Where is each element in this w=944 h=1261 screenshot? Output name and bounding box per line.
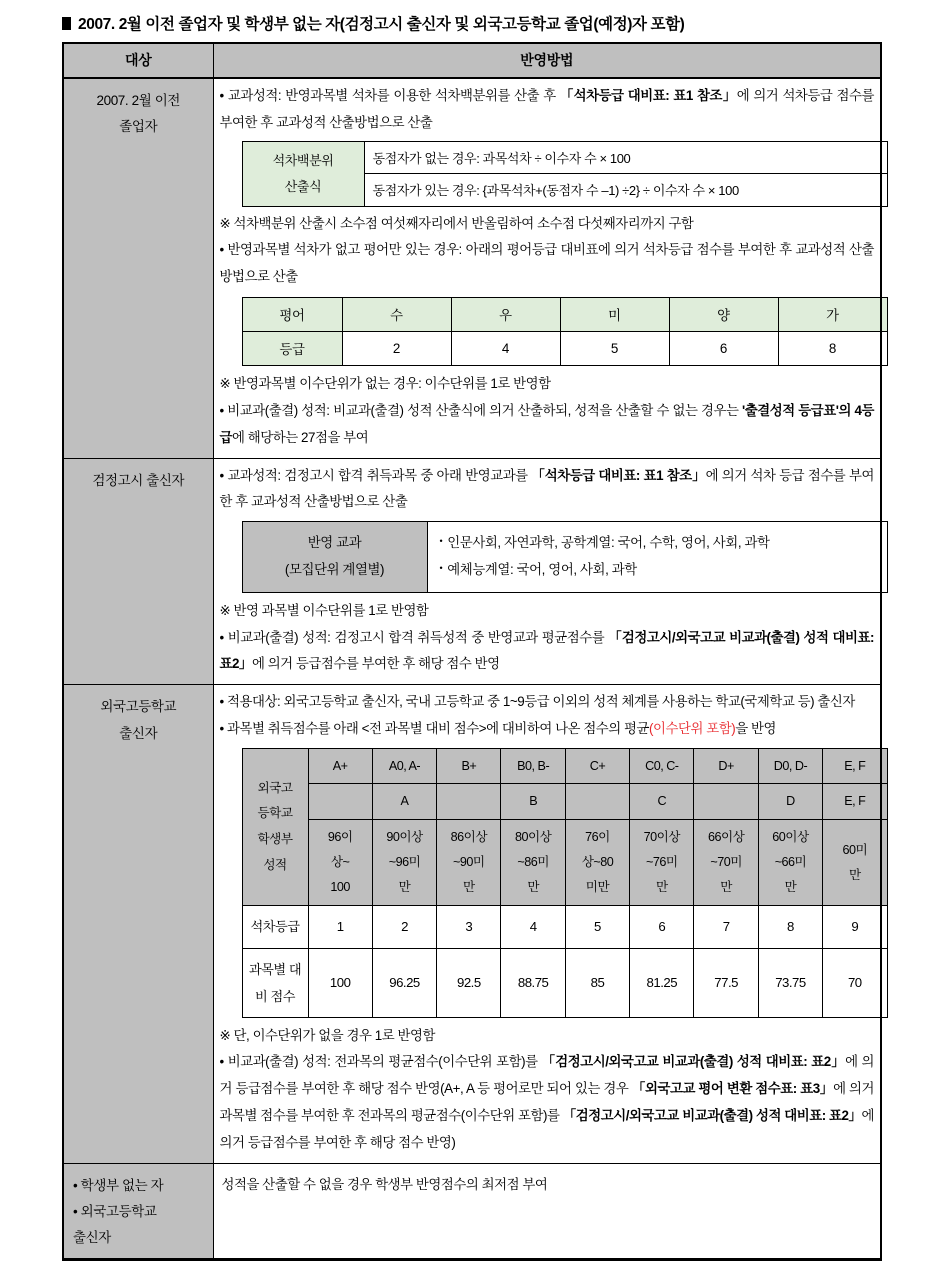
rank-3: 4 [501,906,565,948]
note-foreign-unit-credit: ※ 단, 이수단위가 없을 경우 1로 반영함 [219,1027,435,1043]
paragraph-foreign-nonsubject-score: • 비교과(출결) 성적: 전과목의 평균점수(이수단위 포함)를 「검정고시/외국고교 비교과(출결) 성적 대비표: 표2」에 의거 등급점수를 부여한 후 해당 점수 반영(A+, A 등 평어로만 되어 있는 경우 「외국고교 평어 변환 점수표: 표3」에 의거 과목별 점수를 부여한 후 전과목의 평균점수(이수단위 포함)를 「검정고시/외국고교 비교과(출결) 성적 대비표: 표2」에 의거 등급점수를 부여한 후 해당 점수 반영) [219,1054,875,1150]
range-line-1: ~66미 [774,855,807,870]
score-range-8 [823,819,887,906]
formula-with-tie: 동점자가 있는 경우: {과목석차+(동점자 수 –1) ÷2} ÷ 이수자 수 × 100 [364,174,887,207]
subject-header-line-2: (모집단위 계열별) [284,561,385,577]
ref-table2-bold-a: 「검정고시/외국고교 비교과(출결) 성적 대비표: 표2」 [541,1054,846,1070]
subject-list-item-1: • 예체능계열: 국어, 영어, 사회, 과학 [440,557,875,584]
range-line-2: 만 [720,880,732,895]
note-rounding: ※ 석차백분위 산출시 소수점 여섯째자리에서 반올림하여 소수점 다섯째자리까지 구함 [219,215,694,231]
paragraph-applicable-scope: • 적용대상: 외국고등학교 출신자, 국내 고등학교 중 1~9등급 이외의 성적 체계를 사용하는 학교(국제학교 등) 출신자 [219,694,855,710]
ref-table2-bold-b: 「검정고시/외국고교 비교과(출결) 성적 대비표: 표2」 [562,1108,862,1124]
note-unit-credit: ※ 반영과목별 이수단위가 없는 경우: 이수단위를 1로 반영함 [219,376,551,392]
pyeongeo-level-4: 8 [778,332,887,366]
paragraph-pyeongeo-case: • 반영과목별 석차가 없고 평어만 있는 경우: 아래의 평어등급 대비표에 의거 석차등급 점수를 부여한 후 교과성적 산출방법으로 산출 [219,242,874,285]
percentile-formula-table [242,141,888,207]
grade-plus-2: B+ [437,748,501,784]
grade-plus-6: D+ [694,748,758,784]
target-line-1: • 학생부 없는 자 [73,1177,164,1193]
label-line-3: 성적 [263,857,287,872]
grade-band-3: B [501,784,565,820]
rank-8: 9 [823,906,887,948]
pyeongeo-grade-2: 미 [560,298,669,332]
paragraph-nonsubject-score: • 비교과(출결) 성적: 비교과(출결) 성적 산출식에 의거 산출하되, 성적을 산출할 수 없는 경우는 '출결성적 등급표'의 4등급에 해당하는 27점을 부여 [219,402,874,445]
range-line-1: ~90미 [453,855,485,870]
label-line-2: 학생부 [257,832,293,847]
target-line-3: 출신자 [73,1230,111,1246]
range-line-0: 60이상 [772,829,809,844]
formula-row-1 [242,141,887,174]
grade-band-7: D [758,784,822,820]
subject-header-line-1: 반영 교과 [307,535,362,551]
note-ged-unit-credit: ※ 반영 과목별 이수단위를 1로 반영함 [219,602,429,618]
range-line-2: 100 [330,880,350,895]
grade-plus-4: C+ [565,748,629,784]
reflected-subjects-header [242,522,427,593]
target-line-1: 외국고등학교 [100,699,177,715]
foreign-grade-conversion-table [242,748,888,1018]
range-line-2: 만 [784,880,797,895]
rank-row-label: 석차등급 [242,906,308,948]
grade-band-4 [565,784,629,820]
ref-table3-bold: 「외국고교 평어 변환 점수표: 표3」 [631,1081,834,1097]
pyeongeo-level-3: 6 [669,332,778,366]
rank-4: 5 [565,906,629,948]
pyeongeo-level-0: 2 [342,332,451,366]
target-line-2: 출신자 [119,725,158,741]
column-header-method: 반영방법 [213,43,881,78]
target-label-foreign [63,685,213,1164]
grade-plus-7: D0, D- [758,748,822,784]
range-line-0: 66이상 [707,829,745,844]
grade-band-1: A [372,784,436,820]
range-line-0: 90이상 [386,829,423,844]
method-content-foreign [213,685,881,1164]
score-range-2 [437,819,501,906]
table-row-ged-graduate [63,458,881,685]
pyeongeo-row-label-0: 평어 [242,298,342,332]
rank-7: 8 [758,906,822,948]
range-line-0: 80이상 [514,829,552,844]
square-bullet-icon [62,17,71,30]
formula-no-tie: 동점자가 없는 경우: 과목석차 ÷ 이수자 수 × 100 [364,141,887,174]
pyeongeo-grade-3: 양 [669,298,778,332]
label-line-0: 외국고 [257,780,293,795]
conversion-row-score-range [242,819,887,906]
subject-list-item-0: • 인문사회, 자연과학, 공학계열: 국어, 수학, 영어, 사회, 과학 [440,530,875,557]
score-0: 100 [308,948,372,1017]
grade-band-8: E, F [823,784,887,820]
method-content-ged [213,458,881,685]
paragraph-ged-nonsubject-score: • 비교과(출결) 성적: 검정고시 합격 취득성적 중 반영교과 평균점수를 「검정고시/외국고교 비교과(출결) 성적 대비표: 표2」에 의거 등급점수를 부여한 후 해당 점수 반영 [219,629,875,672]
score-7: 73.75 [758,948,822,1017]
grade-band-2 [437,784,501,820]
score-3: 88.75 [501,948,565,1017]
reflected-subjects-row [242,522,887,593]
target-line-2: • 외국고등학교 [73,1204,157,1220]
rank-2: 3 [437,906,501,948]
target-label-no-transcript [63,1163,213,1259]
range-line-2: 만 [462,880,475,895]
page-title-text: 2007. 2월 이전 졸업자 및 학생부 없는 자(검정고시 출신자 및 외국고등학교 졸업(예정)자 포함) [78,16,685,33]
grade-plus-1: A0, A- [372,748,436,784]
grade-plus-3: B0, B- [501,748,565,784]
page-title [62,12,882,34]
formula-table-header [242,141,364,206]
range-line-0: 76이 [585,829,610,844]
range-line-0: 60미 [842,842,868,857]
paragraph-minimum-score: 성적을 산출할 수 없을 경우 학생부 반영점수의 최저점 부여 [221,1176,548,1192]
score-1: 96.25 [372,948,436,1017]
score-range-1 [372,819,436,906]
target-line-1: 2007. 2월 이전 [96,93,180,108]
conversion-row-rank [242,906,887,948]
range-line-1: ~86미 [517,855,549,870]
admissions-criteria-table [62,42,882,1261]
formula-header-line-1: 석차백분위 [272,152,334,168]
conversion-row-score [242,948,887,1017]
range-line-2: 만 [527,880,539,895]
label-line-1: 등학교 [257,806,293,821]
score-range-5 [630,819,694,906]
reflected-subjects-table [242,521,888,593]
attendance-grade-bold: '출결성적 등급표'의 4등급 [219,402,874,445]
method-content-pre2007 [213,78,881,458]
target-label-ged [63,458,213,685]
rank-6: 7 [694,906,758,948]
table-row-pre2007-graduate [63,78,881,458]
range-line-1: 상~ [330,855,350,870]
score-range-7 [758,819,822,906]
ref-table1-bold: 「석차등급 대비표: 표1 참조」 [531,467,706,483]
table-row-no-transcript [63,1163,881,1259]
pyeongeo-grade-1: 우 [451,298,560,332]
ref-table2-bold: 「검정고시/외국고교 비교과(출결) 성적 대비표: 표2」 [219,629,875,672]
score-8: 70 [823,948,887,1017]
rank-1: 2 [372,906,436,948]
grade-plus-8: E, F [823,748,887,784]
pyeongeo-level-1: 4 [451,332,560,366]
conversion-row-grade-plus [242,748,887,784]
pyeongeo-row-label-1: 등급 [242,332,342,366]
range-line-1: 만 [848,867,861,882]
conversion-row-label-foreign-transcript [242,748,308,906]
score-range-4 [565,819,629,906]
score-5: 81.25 [630,948,694,1017]
method-content-no-transcript [213,1163,881,1259]
pyeongeo-grade-4: 가 [778,298,887,332]
pyeongeo-header-row [242,298,887,332]
ref-table1-bold: 「석차등급 대비표: 표1 참조」 [559,88,737,103]
paragraph-subject-score: • 교과성적: 반영과목별 석차를 이용한 석차백분위를 산출 후 「석차등급 대비표: 표1 참조」에 의거 석차등급 점수를 부여한 후 교과성적 산출방법으로 산출 [219,88,874,130]
range-line-1: ~70미 [710,855,742,870]
score-row-label: 과목별 대 비 점수 [242,948,308,1017]
pyeongeo-level-row [242,332,887,366]
range-line-0: 96이 [327,829,353,844]
score-range-3 [501,819,565,906]
score-6: 77.5 [694,948,758,1017]
target-label-pre2007 [63,78,213,458]
pyeongeo-level-2: 5 [560,332,669,366]
table-row-foreign-school [63,685,881,1164]
target-line-1: 검정고시 출신자 [92,472,185,488]
pyeongeo-grade-0: 수 [342,298,451,332]
range-line-1: ~96미 [388,855,421,870]
range-line-1: 상~80 [581,855,614,870]
range-line-0: 70이상 [643,829,680,844]
range-line-1: ~76미 [646,855,678,870]
formula-header-line-2: 산출식 [284,178,322,194]
grade-plus-5: C0, C- [630,748,694,784]
range-line-0: 86이상 [450,829,487,844]
grade-plus-0: A+ [308,748,372,784]
range-line-2: 만 [398,880,411,895]
range-line-2: 미만 [585,880,610,895]
range-line-2: 만 [655,880,668,895]
paragraph-score-conversion: • 과목별 취득점수를 아래 <전 과목별 대비 점수>에 대비하여 나온 점수의 평균(이수단위 포함)을 반영 [219,721,776,736]
score-4: 85 [565,948,629,1017]
conversion-row-grade-band [242,784,887,820]
grade-band-5: C [630,784,694,820]
column-header-target: 대상 [63,43,213,78]
reflected-subjects-body [427,522,887,593]
grade-band-0 [308,784,372,820]
score-range-0 [308,819,372,906]
pyeongeo-grade-table [242,297,888,366]
rank-0: 1 [308,906,372,948]
rank-5: 6 [630,906,694,948]
table-header-row [63,43,881,78]
target-line-2: 졸업자 [119,119,158,135]
grade-band-6 [694,784,758,820]
credit-included-highlight: (이수단위 포함) [649,721,736,736]
paragraph-ged-subject-score: • 교과성적: 검정고시 합격 취득과목 중 아래 반영교과를 「석차등급 대비표: 표1 참조」에 의거 석차 등급 점수를 부여한 후 교과성적 산출방법으로 산출 [219,467,874,510]
score-range-6 [694,819,758,906]
score-2: 92.5 [437,948,501,1017]
